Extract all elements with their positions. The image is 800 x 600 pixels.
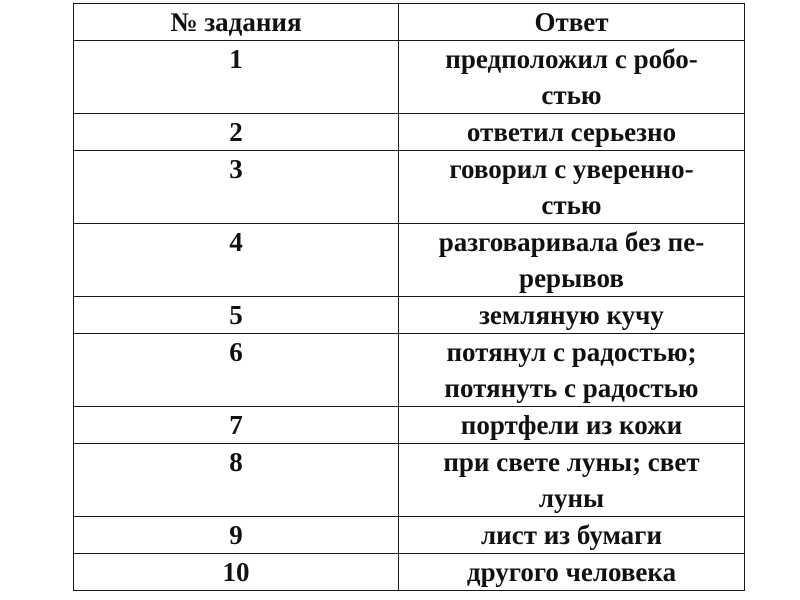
table-row [74, 407, 745, 444]
table-row [74, 297, 745, 334]
answer-line: говорил с уверенно- [449, 154, 694, 184]
answer-cell [399, 224, 745, 297]
table-row [74, 444, 745, 517]
answer-line: предположил с робо- [445, 44, 698, 74]
answer-line: при свете луны; свет [443, 447, 700, 477]
answer-cell [399, 554, 745, 591]
answers-table [73, 3, 745, 591]
answer-line: стью [541, 190, 602, 220]
answer-cell [399, 297, 745, 334]
table-row [74, 517, 745, 554]
table-row [74, 41, 745, 114]
table-body [74, 41, 745, 591]
task-number-cell: 5 [74, 297, 399, 334]
answer-line: разговаривала без пе- [438, 227, 705, 257]
table-row [74, 114, 745, 151]
task-number-cell: 10 [74, 554, 399, 591]
task-number-cell: 8 [74, 444, 399, 517]
table-header [74, 4, 745, 41]
answer-cell [399, 114, 745, 151]
table-row [74, 334, 745, 407]
task-number-cell: 9 [74, 517, 399, 554]
answer-line: другого человека [466, 557, 677, 587]
header-row [74, 4, 745, 41]
answer-cell [399, 41, 745, 114]
answer-line: потянул с радостью; [446, 337, 697, 367]
table-row [74, 554, 745, 591]
task-number-cell: 6 [74, 334, 399, 407]
answer-line: рерывов [519, 263, 624, 293]
header-task-number: № задания [74, 4, 399, 41]
answer-line: луны [538, 483, 605, 513]
header-answer: Ответ [399, 4, 745, 41]
table-row [74, 151, 745, 224]
answer-line: портфели из кожи [460, 410, 683, 440]
answer-cell [399, 407, 745, 444]
task-number-cell: 1 [74, 41, 399, 114]
task-number-cell: 3 [74, 151, 399, 224]
answer-line: стью [541, 80, 602, 110]
answer-cell [399, 517, 745, 554]
answer-cell [399, 334, 745, 407]
task-number-cell: 2 [74, 114, 399, 151]
task-number-cell: 4 [74, 224, 399, 297]
task-number-cell: 7 [74, 407, 399, 444]
answer-cell [399, 151, 745, 224]
answer-line: ответил серьезно [466, 117, 677, 147]
answer-cell [399, 444, 745, 517]
table-row [74, 224, 745, 297]
answer-line: лист из бумаги [481, 520, 662, 550]
answer-line: потянуть с радостью [444, 373, 699, 403]
answer-line: земляную кучу [479, 300, 664, 330]
